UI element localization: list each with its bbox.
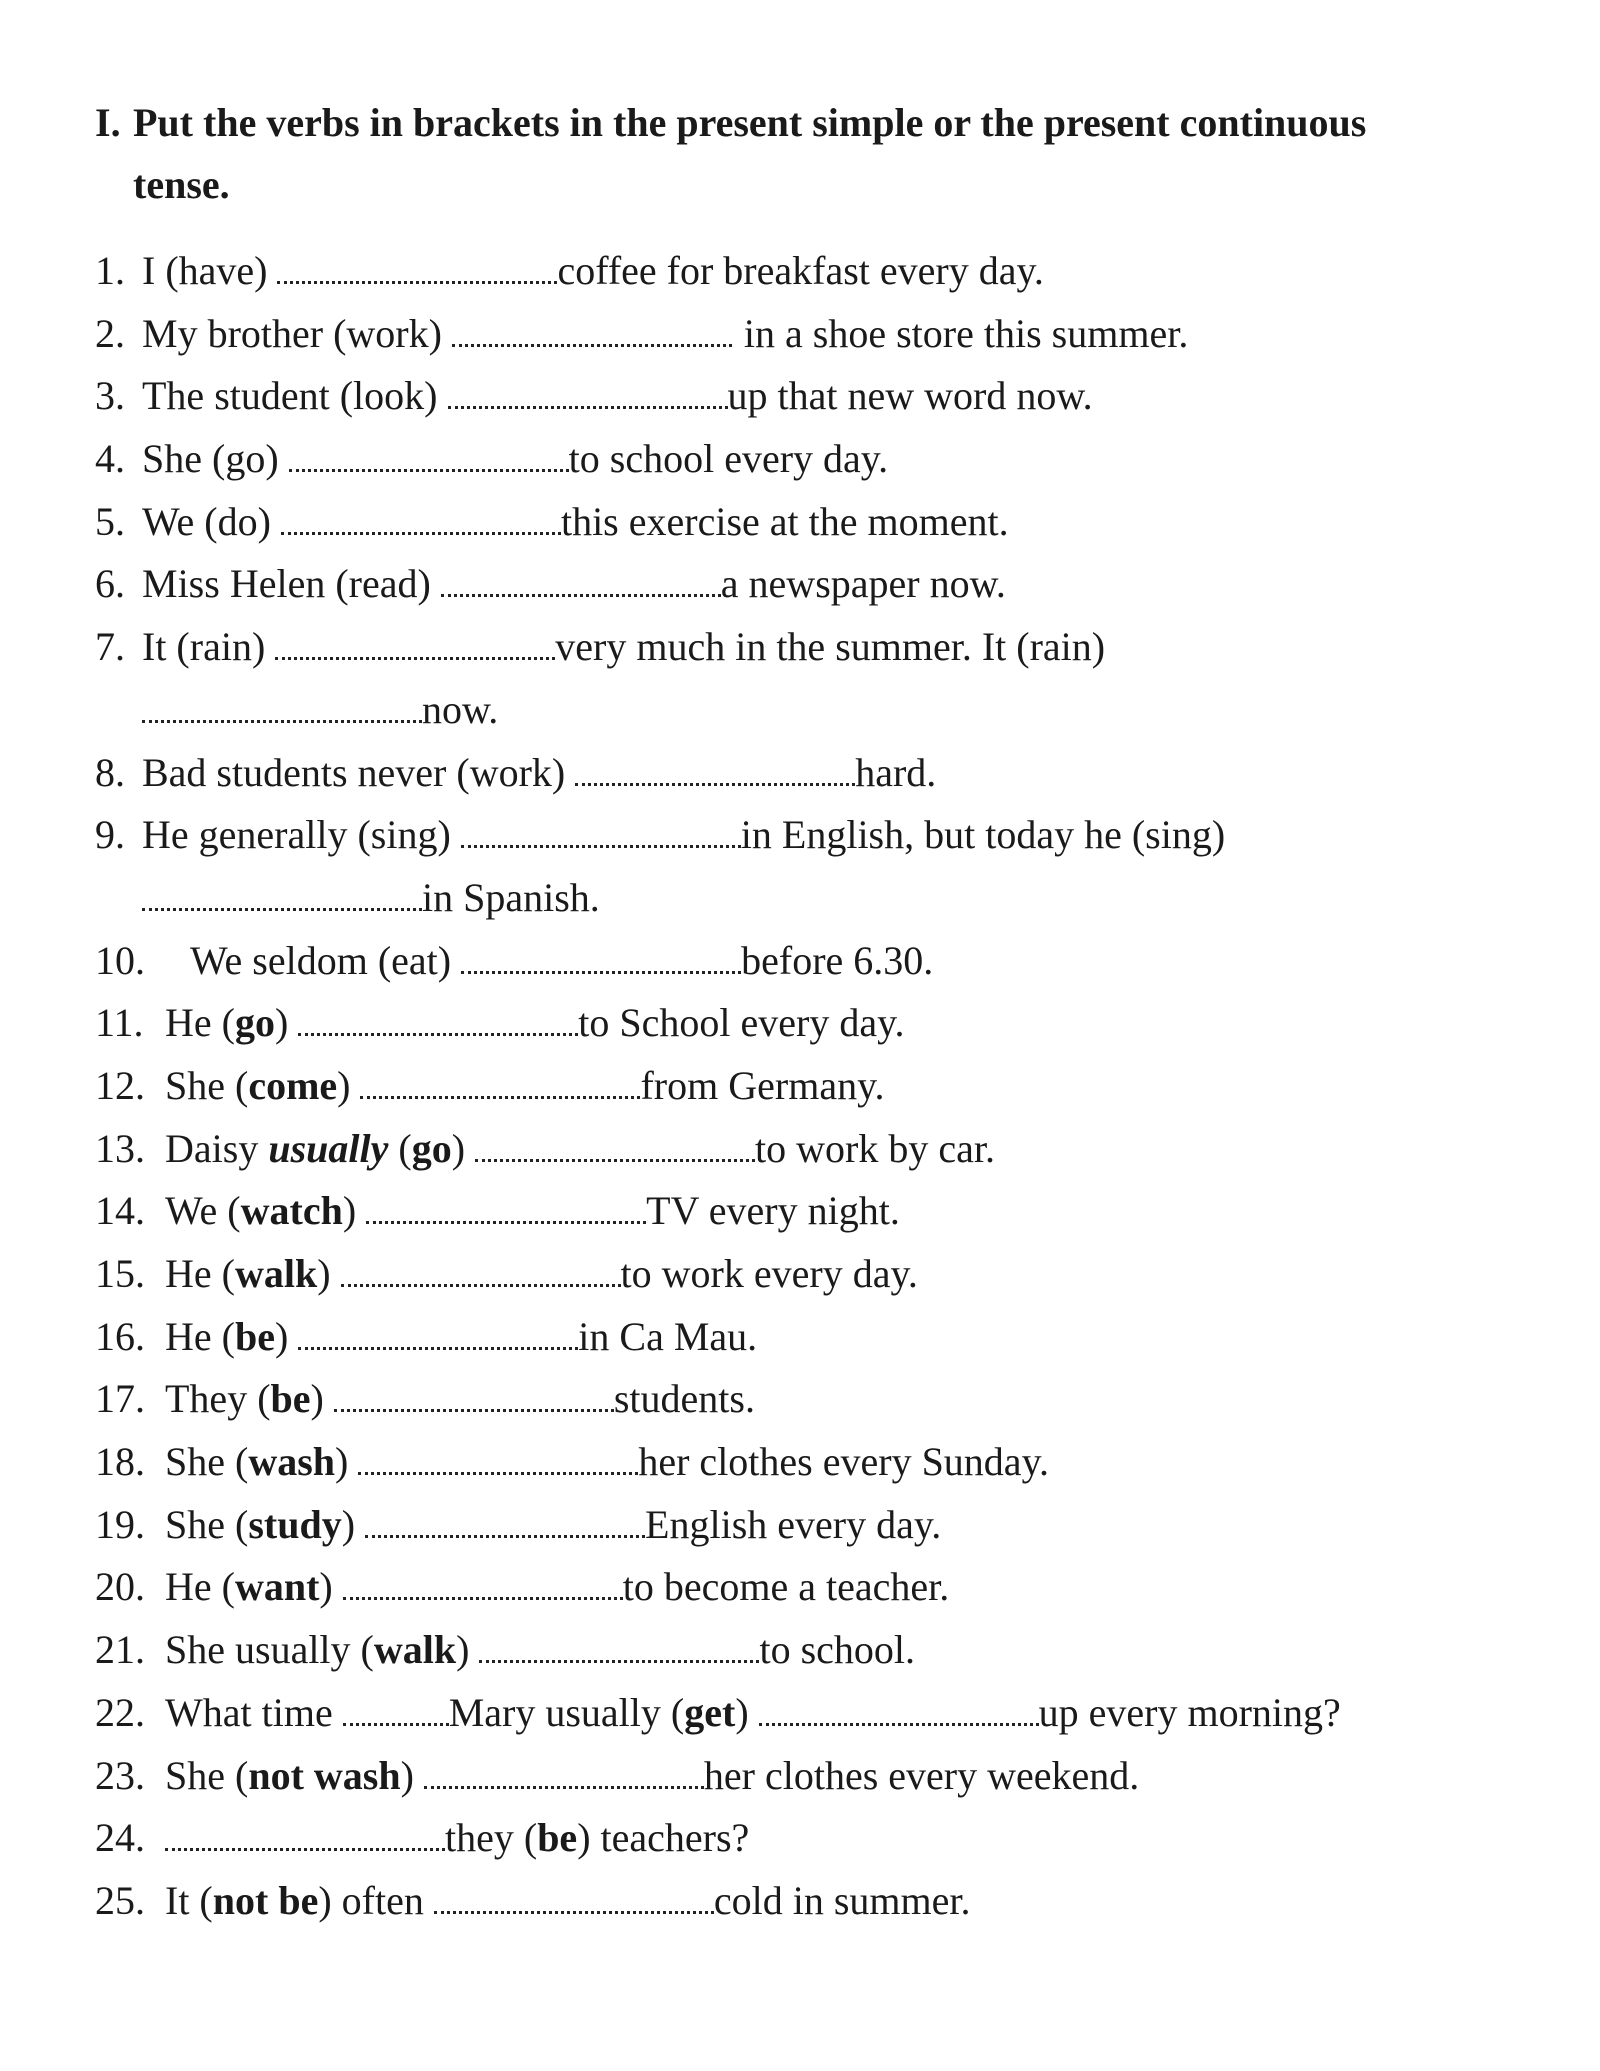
exercise-item-23	[95, 1745, 1515, 1808]
item-rest: to School every day.	[578, 1000, 905, 1046]
item-prompt: Bad students never (work)	[142, 749, 566, 795]
item-verb: go	[234, 1000, 275, 1046]
item-verb: watch	[240, 1188, 343, 1234]
item-rest: in English, but today he (sing)	[740, 812, 1226, 858]
item-verb: study	[248, 1501, 342, 1547]
item-number: 1.	[95, 248, 125, 293]
item-rest: in Ca Mau.	[578, 1313, 758, 1359]
answer-blank[interactable]	[365, 1507, 645, 1538]
item-number: 22.	[95, 1689, 145, 1735]
exercise-item-19	[95, 1494, 1515, 1557]
item-prompt: I (have)	[142, 248, 268, 293]
answer-blank[interactable]	[441, 566, 721, 597]
exercise-item-25	[95, 1870, 1515, 1933]
item-prompt: She (	[165, 1062, 249, 1108]
item-number: 23.	[95, 1752, 145, 1798]
heading-number: I.	[95, 100, 121, 145]
item-number: 17.	[95, 1376, 145, 1422]
answer-blank[interactable]	[142, 880, 422, 911]
item-rest: her clothes every weekend.	[703, 1752, 1140, 1798]
exercise-item-18	[95, 1431, 1515, 1494]
heading-line2: tense.	[133, 162, 230, 207]
answer-blank[interactable]	[479, 1632, 759, 1663]
item-rest: students.	[613, 1376, 755, 1422]
item-verb: be	[234, 1313, 275, 1359]
item-prompt: He generally (sing)	[142, 812, 451, 858]
answer-blank[interactable]	[452, 316, 732, 347]
item-rest: to become a teacher.	[622, 1564, 950, 1610]
exercise-item-2	[95, 303, 1515, 366]
answer-blank[interactable]	[289, 441, 569, 472]
exercise-item-16	[95, 1306, 1515, 1369]
item-verb: get	[684, 1689, 736, 1735]
item-number: 3.	[95, 373, 125, 419]
answer-blank[interactable]	[165, 1820, 445, 1851]
exercise-heading	[95, 92, 1495, 216]
exercise-item-6	[95, 553, 1515, 616]
answer-blank[interactable]	[275, 629, 555, 660]
item-number: 8.	[95, 749, 125, 795]
item-prompt: She (	[165, 1501, 249, 1547]
item-rest: up that new word now.	[727, 373, 1093, 419]
item-number: 21.	[95, 1627, 145, 1673]
exercise-item-1	[95, 240, 1515, 303]
answer-blank[interactable]	[461, 943, 741, 974]
item-prompt-close: )	[342, 1188, 357, 1234]
item-verb: not be	[212, 1877, 319, 1923]
item-number: 19.	[95, 1501, 145, 1547]
item-rest: her clothes every Sunday.	[638, 1439, 1049, 1485]
item-prompt: He (	[165, 1313, 235, 1359]
item-prompt: What time	[165, 1689, 333, 1735]
item-prompt: The student (look)	[142, 373, 438, 419]
item-prompt: She usually (	[165, 1627, 374, 1673]
item-prompt-close: )	[274, 1000, 289, 1046]
exercise-item-7	[95, 616, 1515, 679]
item-verb: be	[537, 1815, 578, 1861]
item-verb: go	[411, 1125, 452, 1171]
item-prompt-close: )	[319, 1564, 333, 1610]
item-prompt-close: )	[341, 1501, 356, 1547]
answer-blank[interactable]	[298, 1005, 578, 1036]
item-number: 16.	[95, 1313, 145, 1359]
item-verb: walk	[373, 1627, 457, 1673]
answer-blank[interactable]	[424, 1758, 704, 1789]
answer-blank[interactable]	[277, 253, 557, 284]
item-prompt-close: )	[310, 1376, 324, 1422]
item-number: 9.	[95, 812, 125, 858]
answer-blank[interactable]	[298, 1319, 578, 1350]
exercise-list	[95, 240, 1515, 1933]
item-prompt-close: )	[735, 1689, 749, 1735]
item-number: 13.	[95, 1125, 145, 1171]
item-number: 5.	[95, 498, 125, 544]
exercise-item-9-continued	[95, 867, 1515, 930]
item-prompt: We (do)	[142, 498, 271, 544]
exercise-item-15	[95, 1243, 1515, 1306]
item-number: 18.	[95, 1439, 145, 1485]
exercise-item-10	[95, 930, 1515, 993]
heading-line1: Put the verbs in brackets in the present simple or the present continuous	[133, 100, 1367, 145]
item-rest: before 6.30.	[741, 937, 934, 983]
item-number: 10.	[95, 937, 145, 983]
item-rest: from Germany.	[640, 1062, 885, 1108]
item-rest: a newspaper now.	[720, 561, 1006, 607]
item-rest: in Spanish.	[422, 874, 600, 920]
item-rest: to work by car.	[755, 1125, 995, 1171]
answer-blank[interactable]	[461, 817, 741, 848]
item-verb: wash	[248, 1439, 336, 1485]
item-verb: come	[248, 1062, 338, 1108]
item-number: 15.	[95, 1251, 145, 1296]
item-rest: hard.	[855, 749, 937, 795]
item-prompt: He (	[165, 1564, 235, 1610]
item-number: 25.	[95, 1877, 145, 1923]
item-prompt: She (	[165, 1439, 249, 1485]
exercise-item-13	[95, 1118, 1515, 1181]
answer-blank[interactable]	[358, 1444, 638, 1475]
item-number: 11.	[95, 1000, 144, 1046]
exercise-item-3	[95, 365, 1515, 428]
answer-blank[interactable]	[142, 692, 422, 723]
item-prompt: He (	[165, 1000, 235, 1046]
item-prompt-close: ) often	[318, 1877, 424, 1923]
exercise-item-22	[95, 1682, 1515, 1745]
answer-blank[interactable]	[575, 755, 855, 786]
item-number: 20.	[95, 1564, 145, 1610]
exercise-item-5	[95, 491, 1515, 554]
item-prompt-mid: they (	[445, 1815, 538, 1861]
item-prompt-close: )	[274, 1313, 289, 1359]
item-rest: now.	[422, 686, 499, 732]
item-prompt: She (	[165, 1752, 249, 1798]
item-number: 4.	[95, 436, 125, 482]
item-number: 6.	[95, 561, 125, 607]
answer-blank[interactable]	[448, 378, 728, 409]
item-rest: cold in summer.	[713, 1877, 971, 1923]
exercise-item-7-continued	[95, 679, 1515, 742]
exercise-item-12	[95, 1055, 1515, 1118]
item-number: 14.	[95, 1188, 145, 1234]
item-prompt-close: )	[451, 1125, 466, 1171]
exercise-item-14	[95, 1180, 1515, 1243]
answer-blank[interactable]	[434, 1883, 714, 1914]
item-rest: English every day.	[645, 1501, 942, 1547]
item-verb: walk	[234, 1251, 318, 1296]
item-prompt: It (	[165, 1877, 213, 1923]
exercise-item-9	[95, 804, 1515, 867]
answer-blank[interactable]	[343, 1569, 623, 1600]
exercise-item-8	[95, 742, 1515, 805]
item-prompt: Miss Helen (read)	[142, 561, 431, 607]
item-number: 2.	[95, 310, 125, 356]
exercise-item-24	[95, 1807, 1515, 1870]
item-prompt: He (	[165, 1251, 235, 1296]
item-rest: to school.	[759, 1627, 915, 1673]
item-rest: TV every night.	[646, 1188, 900, 1234]
item-prompt: It (rain)	[142, 624, 266, 670]
item-adverb: usually	[268, 1125, 389, 1171]
item-prompt: They (	[165, 1376, 271, 1422]
item-rest: in a shoe store this summer.	[743, 310, 1189, 356]
item-verb: want	[234, 1564, 320, 1610]
item-rest: to work every day.	[620, 1251, 918, 1296]
answer-blank[interactable]	[759, 1695, 1039, 1726]
item-rest: coffee for breakfast every day.	[557, 248, 1044, 293]
exercise-item-17	[95, 1368, 1515, 1431]
item-rest: very much in the summer. It (rain)	[555, 624, 1106, 670]
item-prompt: We (	[165, 1188, 241, 1234]
item-verb: not wash	[248, 1752, 401, 1798]
item-prompt: We seldom (eat)	[190, 937, 452, 983]
exercise-item-21	[95, 1619, 1515, 1682]
answer-blank-auxiliary[interactable]	[343, 1695, 449, 1726]
item-prompt-close: )	[317, 1251, 331, 1296]
item-rest: to school every day.	[568, 436, 889, 482]
item-prompt: Daisy	[165, 1125, 259, 1171]
answer-blank[interactable]	[341, 1256, 621, 1287]
item-prompt-close: )	[400, 1752, 414, 1798]
answer-blank[interactable]	[366, 1193, 646, 1224]
answer-blank[interactable]	[281, 504, 561, 535]
item-prompt-close: )	[335, 1439, 349, 1485]
item-number: 12.	[95, 1062, 145, 1108]
exercise-item-11	[95, 992, 1515, 1055]
item-number: 24.	[95, 1815, 145, 1861]
answer-blank[interactable]	[334, 1381, 614, 1412]
item-rest: up every morning?	[1038, 1689, 1341, 1735]
item-prompt-open: (	[398, 1125, 412, 1171]
answer-blank[interactable]	[360, 1068, 640, 1099]
item-prompt-close: )	[456, 1627, 470, 1673]
item-prompt-close: )	[337, 1062, 351, 1108]
item-prompt: She (go)	[142, 436, 279, 482]
item-prompt-close: ) teachers?	[577, 1815, 750, 1861]
exercise-item-4	[95, 428, 1515, 491]
item-number: 7.	[95, 624, 125, 670]
item-prompt-mid: Mary usually (	[448, 1689, 685, 1735]
item-rest: this exercise at the moment.	[560, 498, 1009, 544]
item-prompt: My brother (work)	[142, 310, 442, 356]
answer-blank[interactable]	[475, 1131, 755, 1162]
item-verb: be	[270, 1376, 311, 1422]
exercise-item-20	[95, 1556, 1515, 1619]
